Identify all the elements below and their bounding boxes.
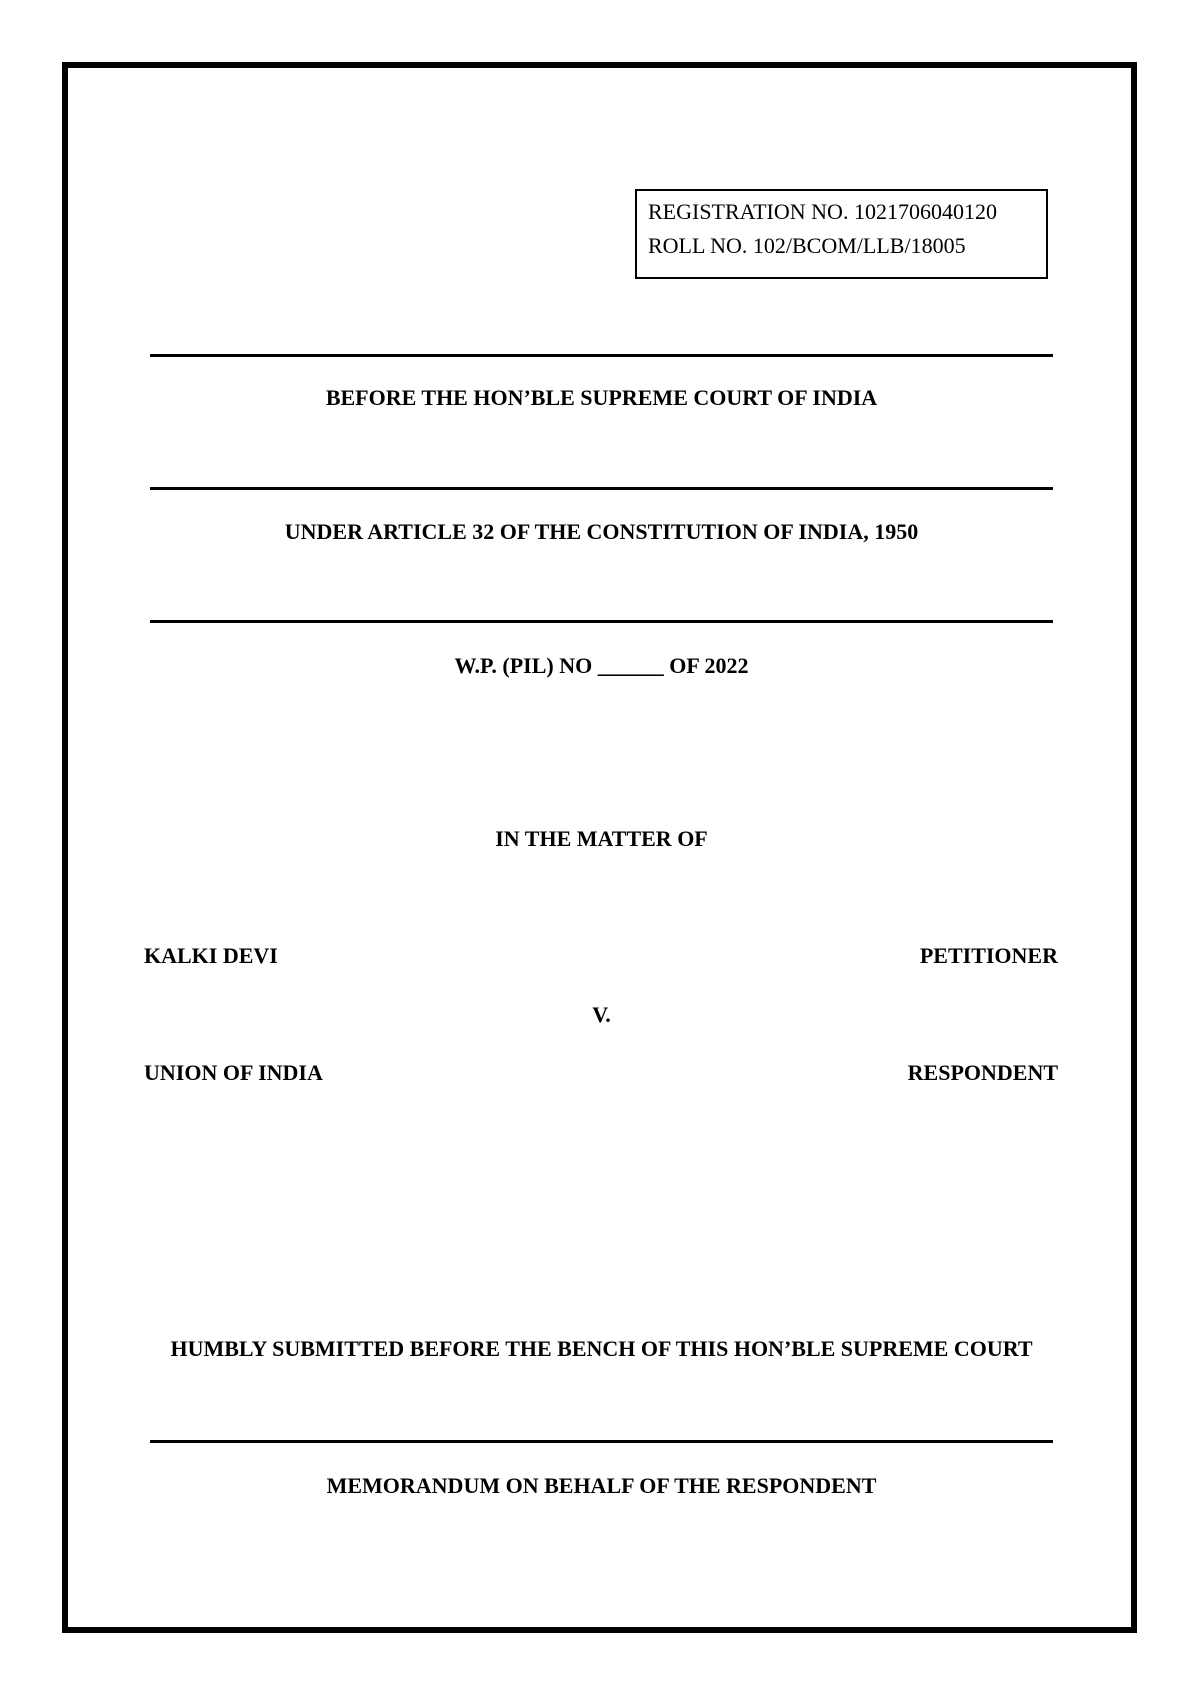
submission-statement: HUMBLY SUBMITTED BEFORE THE BENCH OF THIS HON’BLE SUPREME COURT — [170, 1336, 1033, 1361]
petitioner-name: KALKI DEVI — [144, 943, 278, 968]
versus-label: V. — [592, 1002, 611, 1027]
respondent-role: RESPONDENT — [907, 1060, 1058, 1085]
divider-top — [150, 354, 1053, 357]
memorandum-title: MEMORANDUM ON BEHALF OF THE RESPONDENT — [326, 1473, 877, 1498]
petitioner-role: PETITIONER — [919, 943, 1058, 968]
divider-third — [150, 620, 1053, 623]
petition-number: W.P. (PIL) NO ______ OF 2022 — [454, 653, 749, 678]
matter-heading: IN THE MATTER OF — [495, 826, 708, 851]
roll-number: ROLL NO. 102/BCOM/LLB/18005 — [648, 233, 966, 258]
respondent-name: UNION OF INDIA — [144, 1060, 323, 1085]
registration-box — [635, 189, 1048, 279]
court-heading: BEFORE THE HON’BLE SUPREME COURT OF INDIA — [325, 385, 878, 410]
registration-number: REGISTRATION NO. 1021706040120 — [648, 199, 997, 224]
divider-bottom — [150, 1440, 1053, 1443]
divider-second — [150, 487, 1053, 490]
article-heading: UNDER ARTICLE 32 OF THE CONSTITUTION OF INDIA, 1950 — [284, 519, 919, 544]
